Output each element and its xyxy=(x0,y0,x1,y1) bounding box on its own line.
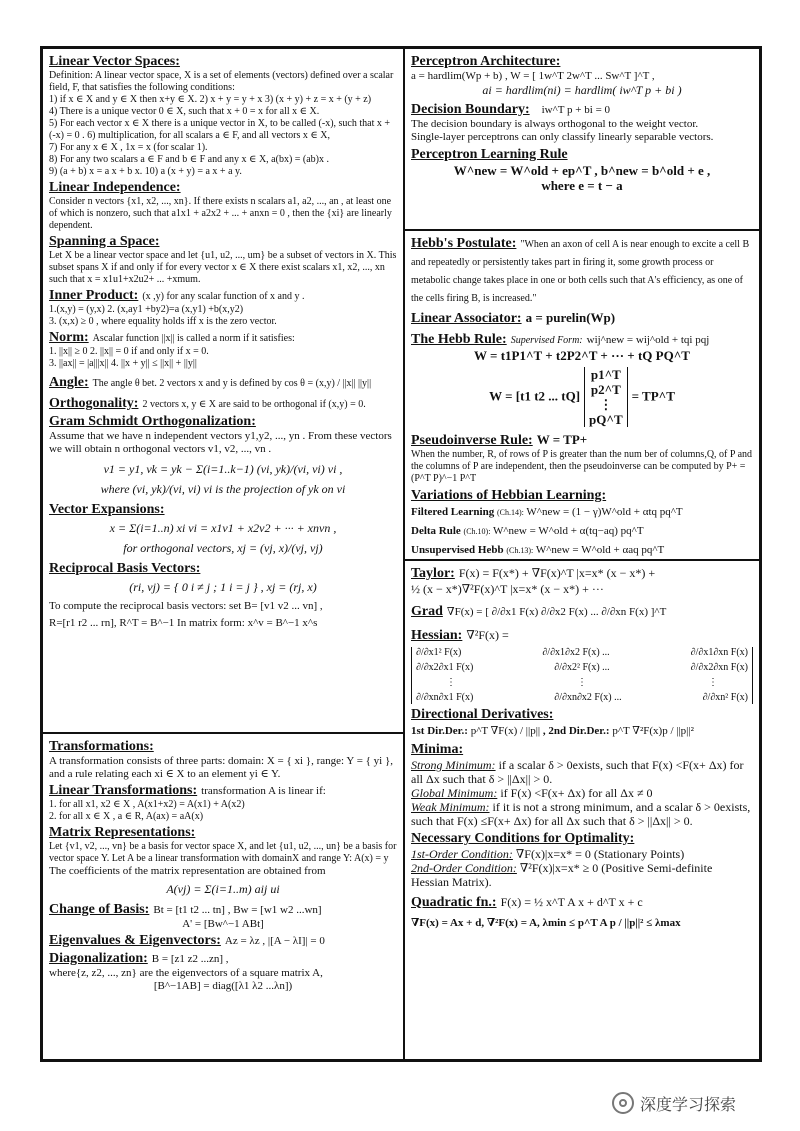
global-minimum-text: if F(x) <F(x+ Δx) for all Δx ≠ 0 xyxy=(500,786,653,800)
hessian-cell: ∂/∂x2∂xn F(x) xyxy=(690,662,748,673)
angle-title: Angle: xyxy=(49,375,89,390)
hebb-rule-eq-2: W = t1P1^T + t2P2^T + ··· + tQ PQ^T xyxy=(474,348,690,363)
inner-product-intro: (x ,y) for any scalar function of x and y . xyxy=(142,291,305,302)
angle-text: The angle θ bet. 2 vectors x and y is defined by cos θ = (x,y) / ||x|| ||y|| xyxy=(92,378,372,389)
diagonalization-eq-2: [B^−1AB] = diag([λ1 λ2 ...λn]) xyxy=(153,980,293,992)
diagonalization-title: Diagonalization: xyxy=(49,951,148,966)
reciprocal-basis-eq-1: (ri, vj) = { 0 i ≠ j ; 1 i = j } , xj = (rj, x) xyxy=(129,580,317,594)
perceptron-architecture-eq-1: a = hardlim(Wp + b) , W = [ 1w^T 2w^T ... Sw^T ]^T , xyxy=(411,70,655,82)
directional-derivatives-row xyxy=(411,725,753,738)
change-of-basis-title: Change of Basis: xyxy=(49,902,150,917)
eigen-title: Eigenvalues & Eigenvectors: xyxy=(49,933,221,948)
left-top-panel xyxy=(42,48,404,733)
inner-product-line-1: 1.(x,y) = (y,x) 2. (x,ay1 +by2)=a (x,y1) +b(x,y2) xyxy=(49,304,244,315)
hebb-rule-p-matrix xyxy=(584,367,628,427)
orthogonality-title: Orthogonality: xyxy=(49,396,139,411)
delta-rule-row xyxy=(411,525,753,538)
norm-title: Norm: xyxy=(49,330,89,345)
watermark xyxy=(612,1088,792,1118)
global-minimum-label: Global Minimum: xyxy=(411,786,498,800)
vector-expansions-eq-1: x = Σ(i=1..n) xi vi = x1v1 + x2v2 + ··· + xnvn , xyxy=(109,521,337,535)
filtered-learning-eq: W^new = (1 − γ)W^old + αtq pq^T xyxy=(526,506,683,518)
hebb-rule-eq-3-left: W = [t1 t2 ... tQ] xyxy=(489,388,581,404)
condition-4: 4) There is a unique vector 0 ∈ X, such that x + 0 = x for all x ∈ X. xyxy=(49,106,320,117)
hessian-eq: ∇²F(x) = xyxy=(466,628,509,642)
filtered-learning-label: Filtered Learning xyxy=(411,506,495,518)
hessian-cell: ∂/∂x1² F(x) xyxy=(416,647,462,658)
grad-title: Grad xyxy=(411,604,443,619)
necessary-conditions-title: Necessary Conditions for Optimality: xyxy=(411,831,635,846)
matrix-row: p1^T xyxy=(590,367,621,382)
gram-schmidt-text: Assume that we have n independent vectors y1,y2, ..., yn . From these vectors we will obtain n orthogonal vectors v1, v2, ..., vn . xyxy=(49,430,392,455)
weak-minimum-label: Weak Minimum: xyxy=(411,800,490,814)
linear-transformations-line-2: 2. for all x ∈ X , a ∈ R, A(ax) = aA(x) xyxy=(49,811,204,822)
inner-product-line-2: 3. (x,x) ≥ 0 , where equality holds iff x is the zero vector. xyxy=(49,316,277,327)
perceptron-architecture-title: Perceptron Architecture: xyxy=(411,54,561,69)
diagonalization-text: where{z, z2, ..., zn} are the eigenvectors of a square matrix A, xyxy=(49,967,323,979)
quadratic-title: Quadratic fn.: xyxy=(411,895,497,910)
linear-transformations-intro: transformation A is linear if: xyxy=(201,785,326,797)
orthogonality-text: 2 vectors x, y ∈ X are said to be orthogonal if (x,y) = 0. xyxy=(142,399,366,410)
unsupervised-hebb-eq: W^new = W^old + αaq pq^T xyxy=(535,544,665,556)
matrix-row: p2^T xyxy=(590,382,621,397)
reciprocal-basis-eq-2: R=[r1 r2 ... rn], R^T = B^−1 In matrix form: x^v = B^−1 x^s xyxy=(49,617,318,629)
hessian-row xyxy=(416,692,748,704)
condition-7: 7) For any x ∈ X , 1x = x (for scalar 1). xyxy=(49,142,208,153)
optimization-panel xyxy=(404,560,760,1060)
hessian-cell: ⋮ xyxy=(446,677,456,688)
pseudoinverse-text: When the number, R, of rows of P is greater than the num ber of columns,Q, of P and the columns of P are independent, then the pseudoinverse can be computed by P+ = (P^T P)^−1 P^T xyxy=(411,449,753,484)
second-dir-der-label: , 2nd Dir.Der.: xyxy=(542,725,610,737)
hebbs-postulate-text: "When an axon of cell A is near enough to excite a cell B and repeatedly or persistently takes part in firing it, some growth process or metabolic change takes place in one or both cells such that A's efficiency, as one of the cells firing B, is increased." xyxy=(411,239,750,304)
hebb-rule-title: The Hebb Rule: xyxy=(411,332,507,347)
decision-boundary-line-1: The decision boundary is always orthogonal to the weight vector. xyxy=(411,118,699,130)
hebb-rule-supervised-label: Supervised Form: xyxy=(510,335,583,346)
perceptron-panel xyxy=(404,48,760,230)
matrix-row: pQ^T xyxy=(589,412,623,427)
gram-schmidt-eq-2: where (vi, yk)/(vi, vi) vi is the projection of yk on vi xyxy=(100,482,346,496)
unsupervised-hebb-label: Unsupervised Hebb xyxy=(411,544,504,556)
transformations-text: A transformation consists of three parts: domain: X = { xi }, range: Y = { yi }, and a rule relating each xi ∈ X to an element yi ∈ Y. xyxy=(49,755,394,780)
vector-expansions-eq-2: for orthogonal vectors, xj = (vj, x)/(vj, vj) xyxy=(123,541,323,555)
perceptron-learning-eq-1: W^new = W^old + ep^T , b^new = b^old + e , xyxy=(453,163,711,178)
quadratic-eq-1: F(x) = ½ x^T A x + d^T x + c xyxy=(500,895,643,909)
hessian-cell: ∂/∂x2² F(x) ... xyxy=(554,662,610,673)
matrix-representations-title: Matrix Representations: xyxy=(49,825,196,840)
eigen-eq: Az = λz , |[A − λI]| = 0 xyxy=(224,935,325,947)
linear-associator-title: Linear Associator: xyxy=(411,311,522,326)
watermark-text: 深度学习探索 xyxy=(640,1094,737,1114)
hessian-cell: ⋮ xyxy=(708,677,718,688)
delta-rule-eq: W^new = W^old + α(tq−aq) pq^T xyxy=(493,525,644,537)
hessian-cell: ⋮ xyxy=(577,677,587,688)
matrix-row: ⋮ xyxy=(599,397,613,412)
change-of-basis-eq-2: A' = [Bw^−1 ABt] xyxy=(182,918,264,930)
first-order-label: 1st-Order Condition: xyxy=(411,847,513,861)
spanning-space-title: Spanning a Space: xyxy=(49,234,160,249)
cheat-sheet-frame xyxy=(40,46,762,1062)
first-order-text: ∇F(x)|x=x* = 0 (Stationary Points) xyxy=(515,847,685,861)
spanning-space-text: Let X be a linear vector space and let {u1, u2, ..., um} be a subset of vectors in X. This subset spans X if and only if for every vector x ∈ X there exist scalars x1, x2, ..., xn such that x = x1u1+x2u2+ ... +xmum. xyxy=(49,250,397,285)
second-order-text: ∇²F(x)|x=x* ≥ 0 (Positive Semi-definite Hessian Matrix). xyxy=(411,861,713,889)
taylor-title: Taylor: xyxy=(411,566,455,581)
hebb-rule-eq-1: wij^new = wij^old + tqi pqj xyxy=(586,334,710,346)
strong-minimum-label: Strong Minimum: xyxy=(411,758,496,772)
hessian-cell: ∂/∂x2∂x1 F(x) xyxy=(416,662,474,673)
decision-boundary-eq: iw^T p + bi = 0 xyxy=(541,104,611,116)
vector-expansions-title: Vector Expansions: xyxy=(49,502,165,517)
unsupervised-hebb-chapter: (Ch.13): xyxy=(506,546,534,555)
decision-boundary-title: Decision Boundary: xyxy=(411,102,530,117)
matrix-representations-text-2: The coefficients of the matrix representation are obtained from xyxy=(49,865,326,877)
definition-text: Definition: A linear vector space, X is a set of elements (vectors) defined over a scalar field, F, that satisfies the following conditions: xyxy=(49,70,394,93)
inner-product-title: Inner Product: xyxy=(49,288,139,303)
first-dir-der-label: 1st Dir.Der.: xyxy=(411,725,468,737)
directional-derivatives-title: Directional Derivatives: xyxy=(411,707,554,722)
first-dir-der-eq: p^T ∇F(x) / ||p|| xyxy=(470,725,541,737)
perceptron-learning-eq-2: where e = t − a xyxy=(541,178,623,193)
norm-line-1: 1. ||x|| ≥ 0 2. ||x|| = 0 if and only if x = 0. xyxy=(49,346,209,357)
linear-associator-eq: a = purelin(Wp) xyxy=(525,310,616,325)
quadratic-eq-2: ∇F(x) = Ax + d, ∇²F(x) = A, λmin ≤ p^T A p / ||p||² ≤ λmax xyxy=(411,917,681,929)
delta-rule-chapter: (Ch.10): xyxy=(463,527,491,536)
hebbian-variations-title: Variations of Hebbian Learning: xyxy=(411,488,607,503)
hessian-cell: ∂/∂xn∂x2 F(x) ... xyxy=(554,692,622,703)
norm-line-2: 3. ||ax|| = |a|||x|| 4. ||x + y|| ≤ ||x|| + ||y|| xyxy=(49,358,197,369)
norm-intro: Ascalar function ||x|| is called a norm if it satisfies: xyxy=(92,333,295,344)
condition-5: 5) For each vector x ∈ X there is a unique vector in X, to be called (-x), such that x + (-x) = 0 . 6) multiplication, for all scalars a ∈ F, and all vectors x ∈ X, xyxy=(49,118,390,141)
hebb-panel xyxy=(404,230,760,560)
hessian-cell: ∂/∂xn² F(x) xyxy=(702,692,748,703)
wechat-logo-icon xyxy=(612,1092,634,1114)
matrix-representations-text: Let {v1, v2, ..., vn} be a basis for vector space X, and let {u1, u2, ..., un} be a basis for vector space Y. Let A be a linear transformation with domainX and range Y: A(x) = y xyxy=(49,841,397,864)
hessian-matrix xyxy=(411,647,753,704)
hessian-row xyxy=(416,662,748,674)
linear-independence-title: Linear Independence: xyxy=(49,180,181,195)
transformations-title: Transformations: xyxy=(49,739,154,754)
hessian-row xyxy=(416,647,748,659)
reciprocal-basis-text: To compute the reciprocal basis vectors: set B= [v1 v2 ... vn] , xyxy=(49,600,323,612)
reciprocal-basis-title: Reciprocal Basis Vectors: xyxy=(49,561,201,576)
hessian-row xyxy=(416,677,748,689)
linear-transformations-line-1: 1. for all x1, x2 ∈ X , A(x1+x2) = A(x1) + A(x2) xyxy=(49,799,245,810)
taylor-eq-1: F(x) = F(x*) + ∇F(x)^T |x=x* (x − x*) + xyxy=(458,566,656,580)
hessian-title: Hessian: xyxy=(411,628,463,643)
diagonalization-eq-1: B = [z1 z2 ...zn] , xyxy=(151,953,229,965)
gram-schmidt-eq-1: v1 = y1, vk = yk − Σ(i=1..k−1) (vi, yk)/(vi, vi) vi , xyxy=(103,462,343,476)
condition-9: 9) (a + b) x = a x + b x. 10) a (x + y) = a x + a y. xyxy=(49,166,242,177)
linear-independence-text: Consider n vectors {x1, x2, ..., xn}. If there exists n scalars a1, a2, ..., an , at least one of which is nonzero, such that a1x1 + a2x2 + ... + anxn = 0 , then the {xi} are linearly dependent. xyxy=(49,196,392,231)
unsupervised-hebb-row xyxy=(411,544,753,557)
weak-minimum-text: if it is not a strong minimum, and a scalar δ > 0exists, such that F(x) ≤F(x+ Δx) for all Δx such that δ > ||Δx|| > 0. xyxy=(411,800,751,828)
hessian-cell: ∂/∂x1∂xn F(x) xyxy=(690,647,748,658)
linear-transformations-title: Linear Transformations: xyxy=(49,783,198,798)
second-order-label: 2nd-Order Condition: xyxy=(411,861,517,875)
change-of-basis-eq-1: Bt = [t1 t2 ... tn] , Bw = [w1 w2 ...wn] xyxy=(153,904,322,916)
grad-eq: ∇F(x) = [ ∂/∂x1 F(x) ∂/∂x2 F(x) ... ∂/∂xn F(x) ]^T xyxy=(446,606,667,618)
matrix-representations-eq: A(vj) = Σ(i=1..m) aij ui xyxy=(166,882,280,896)
second-dir-der-eq: p^T ∇²F(x)p / ||p||² xyxy=(612,725,694,737)
hebbs-postulate-title: Hebb's Postulate: xyxy=(411,236,517,251)
strong-minimum-text: if a scalar δ > 0exists, such that F(x) <F(x+ Δx) for all Δx such that δ > ||Δx|| > 0. xyxy=(411,758,744,786)
minima-title: Minima: xyxy=(411,742,464,757)
taylor-eq-2: ½ (x − x*)∇²F(x)^T |x=x* (x − x*) + ··· xyxy=(411,582,604,596)
gram-schmidt-title: Gram Schmidt Orthogonalization: xyxy=(49,414,256,429)
hessian-cell: ∂/∂xn∂x1 F(x) xyxy=(416,692,474,703)
left-bottom-panel xyxy=(42,733,404,1060)
perceptron-learning-title: Perceptron Learning Rule xyxy=(411,147,568,162)
filtered-learning-chapter: (Ch.14): xyxy=(496,508,524,517)
condition-1: 1) if x ∈ X and y ∈ X then x+y ∈ X. 2) x + y = y + x 3) (x + y) + z = x + (y + z) xyxy=(49,94,372,105)
condition-8: 8) For any two scalars a ∈ F and b ∈ F and any x ∈ X, a(bx) = (ab)x . xyxy=(49,154,330,165)
hebb-rule-eq-3-right: = TP^T xyxy=(631,388,675,404)
perceptron-architecture-eq-2: ai = hardlim(ni) = hardlim( iw^T p + bi ) xyxy=(482,83,682,97)
filtered-learning-row xyxy=(411,506,753,519)
delta-rule-label: Delta Rule xyxy=(411,525,461,537)
pseudoinverse-eq: W = TP+ xyxy=(536,432,588,447)
hessian-cell: ∂/∂x1∂x2 F(x) ... xyxy=(542,647,610,658)
linear-vector-spaces-title: Linear Vector Spaces: xyxy=(49,54,180,69)
hebb-rule-eq-3 xyxy=(411,367,753,427)
pseudoinverse-title: Pseudoinverse Rule: xyxy=(411,433,533,448)
decision-boundary-line-2: Single-layer perceptrons can only classify linearly separable vectors. xyxy=(411,131,714,143)
